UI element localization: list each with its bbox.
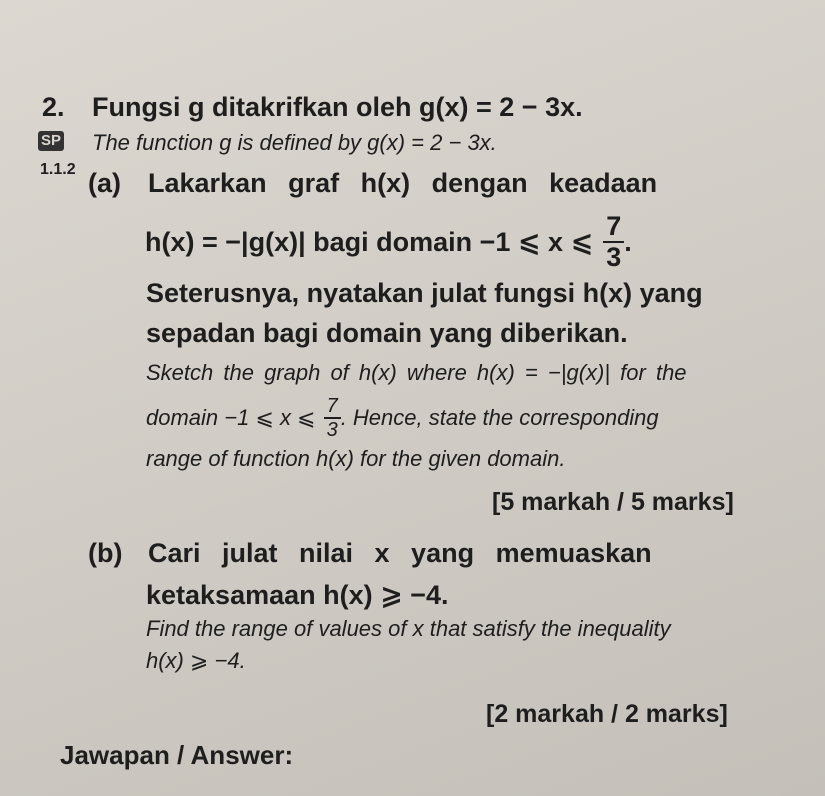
part-a-en-line1: Sketch the graph of h(x) where h(x) = −|g(x)| for the (146, 360, 687, 385)
part-b-label: (b) (88, 538, 123, 568)
part-a-bm-line4: sepadan bagi domain yang diberikan. (146, 318, 628, 348)
fraction-seven-thirds (603, 213, 624, 271)
part-a-en-line3: range of function h(x) for the given domain. (146, 446, 566, 471)
fraction-seven-thirds-en (324, 396, 341, 440)
answer-label: Jawapan / Answer: (60, 740, 294, 770)
sp-badge: SP (38, 131, 64, 151)
fraction-numerator-en: 7 (324, 396, 341, 419)
part-b-bm-line2: ketaksamaan h(x) ⩾ −4. (146, 580, 449, 610)
part-a-label: (a) (88, 168, 121, 198)
part-a-en-line2-prefix: domain −1 ⩽ x ⩽ (146, 405, 316, 430)
part-b-bm-line1: Cari julat nilai x yang memuaskan (148, 538, 652, 568)
question-number: 2. (42, 92, 65, 122)
part-a-bm-line3: Seterusnya, nyatakan julat fungsi h(x) yang (146, 278, 703, 308)
sp-reference: 1.1.2 (40, 161, 76, 178)
part-a-bm-line2: h(x) = −|g(x)| bagi domain −1 ⩽ x ⩽ $\frac{7}{3}$ . (145, 211, 632, 272)
part-a-bm-line2-text: h(x) = −|g(x)| bagi domain −1 ⩽ x ⩽ (145, 226, 594, 257)
question-title-bm: Fungsi g ditakrifkan oleh g(x) = 2 − 3x. (92, 92, 583, 122)
part-b-en-line1: Find the range of values of x that satisfy the inequality (146, 616, 671, 641)
part-a-marks: [5 markah / 5 marks] (492, 488, 734, 516)
fraction-denominator: 3 (606, 242, 622, 272)
fraction-denominator-en: 3 (326, 419, 338, 441)
part-a-bm-line1: Lakarkan graf h(x) dengan keadaan (148, 168, 658, 198)
part-b-marks: [2 markah / 2 marks] (486, 700, 728, 728)
part-a-en-line2 (146, 396, 659, 440)
question-title-en: The function g is defined by g(x) = 2 − 3x. (92, 130, 497, 155)
fraction-numerator: 7 (603, 213, 624, 243)
part-a-en-line2-suffix: . Hence, state the corresponding (340, 405, 659, 430)
part-b-en-line2: h(x) ⩾ −4. (146, 648, 246, 673)
